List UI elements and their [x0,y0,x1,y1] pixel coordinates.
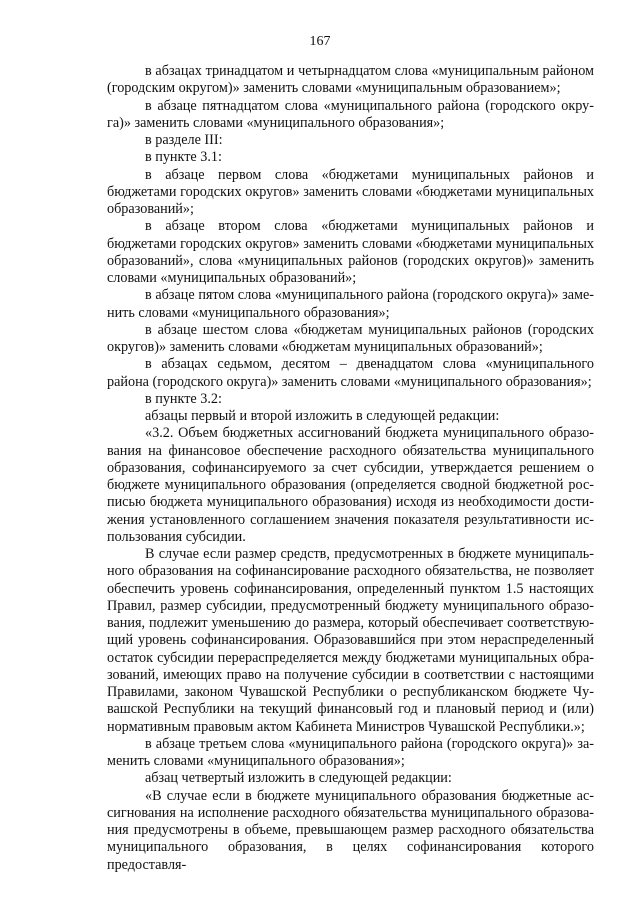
paragraph: в абзаце втором слова «бюджетами муниципальных районов и бюджетами городских округов» заменить словами «бюджетами муниципальных образований», слова «муниципальных районов (городских округов)» заменить словами «муниципальных образований»; [107,218,594,286]
paragraph: в абзаце третьем слова «муниципального района (городского округа)» заменить словами «муниципального образования»; [107,735,594,769]
paragraph: в разделе III: [145,132,223,148]
paragraph: в абзаце пятнадцатом слова «муниципального района (городского округа)» заменить словами «муниципального образования»; [107,97,594,131]
paragraph: абзац четвертый изложить в следующей редакции: [145,770,452,787]
paragraph: в абзаце первом слова «бюджетами муниципальных районов и бюджетами городских округов» заменить словами «бюджетами муниципальных образований»; [107,166,594,217]
paragraph: В случае если размер средств, предусмотренных в бюджете муниципального образования на софинансирование расходного обязательства, не позволяет обеспечить уровень софинансирования, определенный пунктом 1.5 настоящих Правил, размер субсидии, предусмотренный бюджету муниципального образования, подлежит уменьшению до размера, который обеспечивает соответствующий уровень софинансирования. Образовавшийся при этом нераспределенный остаток субсидии перераспределяется между бюджетами муниципальных образований, имеющих право на получение субсидии в соответствии с настоящими Правилами, законом Чувашской Республики о республиканском бюджете Чувашской Республики на текущий финансовый год и плановый период и (или) нормативным правовым актом Кабинета Министров Чувашской Республики.»; [107,546,594,735]
document-body [107,63,594,874]
paragraph: в абзаце пятом слова «муниципального района (городского округа)» заменить словами «муниципального образования»; [107,287,594,321]
page-number: 167 [309,34,331,49]
paragraph: «В случае если в бюджете муниципального образования бюджетные ассигнования на исполнение расходного обязательства муниципального образования предусмотрены в объеме, превышающем размер расходного обязательства муниципального образования, в целях софинансирования которого предоставля- [107,787,594,873]
paragraph: в пункте 3.1: [145,149,222,166]
paragraph: в абзаце шестом слова «бюджетам муниципальных районов (городских округов)» заменить словами «бюджетам муниципальных образований»; [107,321,594,355]
paragraph: в абзацах седьмом, десятом – двенадцатом слова «муниципального района (городского округа)» заменить словами «муниципального образования»; [107,356,594,390]
paragraph: абзацы первый и второй изложить в следующей редакции: [145,408,500,424]
paragraph: «3.2. Объем бюджетных ассигнований бюджета муниципального образования на финансовое обеспечение расходного обязательства муниципального образования, софинансируемого за счет субсидии, утверждается решением о бюджете муниципального образования (определяется сводной бюджетной росписью бюджета муниципального образования) исходя из необходимости достижения установленного соглашением значения показателя результативности использования субсидии. [107,425,594,545]
paragraph: в абзацах тринадцатом и четырнадцатом слова «муниципальным районом (городским округом)» заменить словами «муниципальным образованием»; [107,63,594,97]
paragraph: в пункте 3.2: [145,390,222,407]
